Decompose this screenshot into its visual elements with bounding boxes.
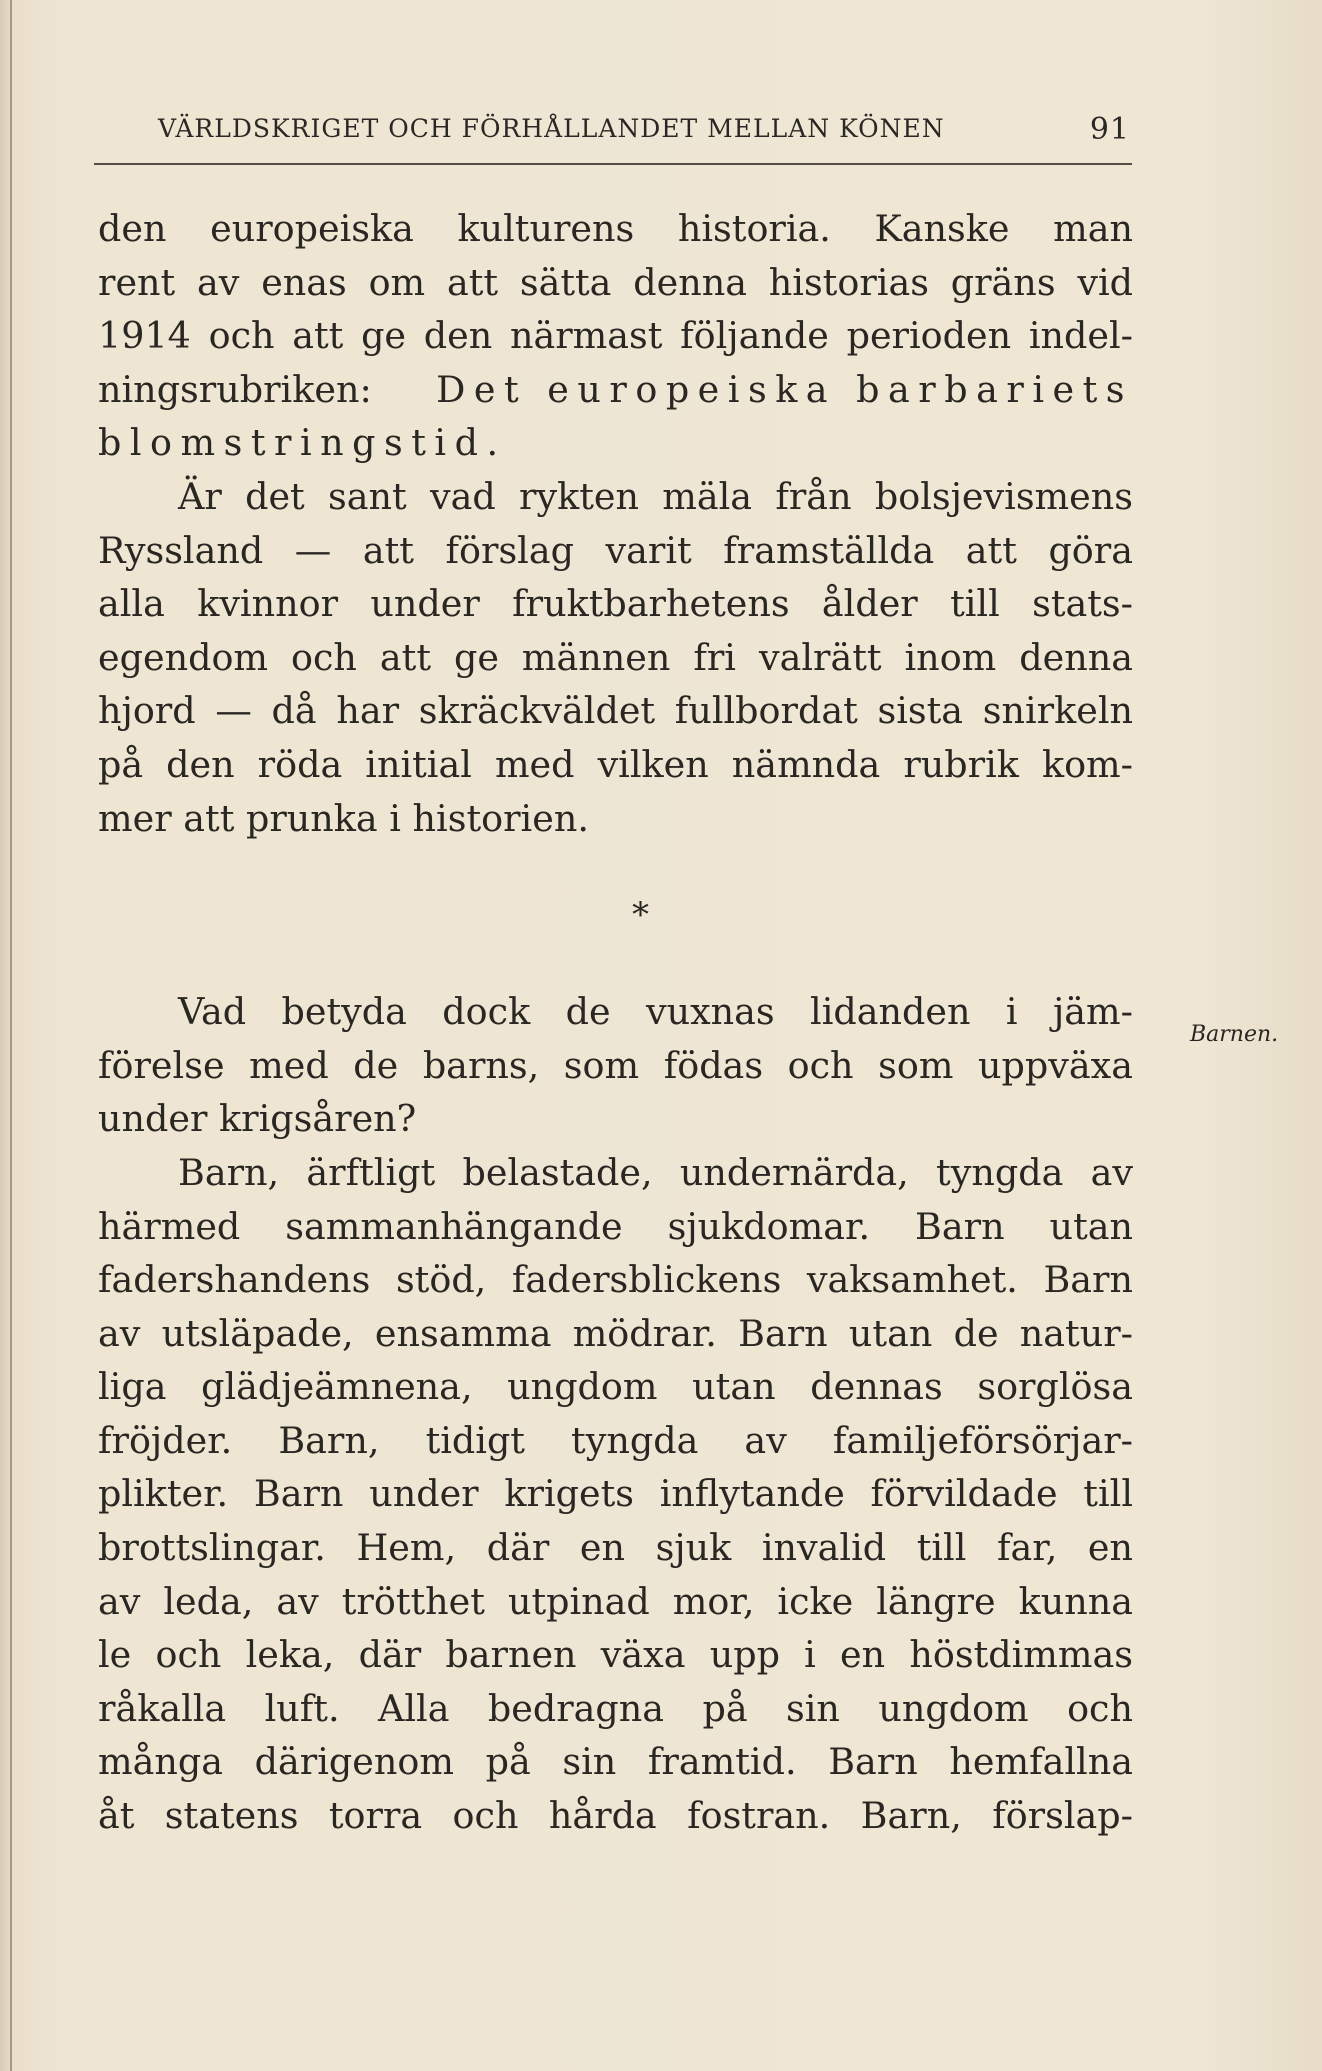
text-line: alla kvinnor under fruktbarhetens ålder till stats- [98, 582, 1133, 626]
text-line: fröjder. Barn, tidigt tyngda av familjeförsörjar- [98, 1418, 1133, 1462]
text-line: Vad betyda dock de vuxnas lidanden i jäm- [178, 990, 1133, 1034]
section-separator: * [632, 895, 649, 936]
text-line: av leda, av trötthet utpinad mor, icke längre kunna [98, 1579, 1133, 1623]
page-spine-edge [10, 0, 12, 2071]
paragraph [98, 202, 1133, 470]
text-line: åt statens torra och hårda fostran. Barn, förslap- [98, 1794, 1133, 1838]
margin-note: Barnen. [1190, 1022, 1279, 1047]
text-line: härmed sammanhängande sjukdomar. Barn utan [98, 1204, 1133, 1248]
text-line: Barn, ärftligt belastade, undernärda, tyngda av [178, 1150, 1133, 1194]
text-line: liga glädjeämnena, ungdom utan dennas sorglösa [98, 1365, 1133, 1409]
text-line: fadershandens stöd, fadersblickens vaksamhet. Barn [98, 1258, 1133, 1302]
text-line: på den röda initial med vilken nämnda rubrik kom- [98, 742, 1133, 786]
text-line: rent av enas om att sätta denna historias gräns vid [98, 260, 1133, 304]
text-line: förelse med de barns, som födas och som uppväxa [98, 1043, 1133, 1087]
paragraph [98, 985, 1133, 1146]
running-header [100, 114, 1130, 150]
running-header-title: VÄRLDSKRIGET OCH FÖRHÅLLANDET MELLAN KÖNEN [158, 114, 945, 143]
text-line: brottslingar. Hem, där en sjuk invalid till far, en [98, 1526, 1133, 1570]
text-line: hjord — då har skräckväldet fullbordat sista snirkeln [98, 689, 1133, 733]
text-line: mer att prunka i historien. [98, 796, 589, 840]
text-line: plikter. Barn under krigets inflytande förvildade till [98, 1472, 1133, 1516]
text-line [98, 363, 1133, 417]
spacer [98, 845, 1133, 875]
text-segment: ningsrubriken: [98, 367, 372, 411]
body-text [98, 202, 1133, 1843]
spaced-emphasis: blomstringstid. [98, 421, 507, 465]
text-line: Är det sant vad rykten mäla från bolsjevismens [178, 474, 1133, 518]
text-line: den europeiska kulturens historia. Kanske man [98, 207, 1133, 250]
text-line: 1914 och att ge den närmast följande perioden indel- [98, 314, 1133, 358]
text-line: egendom och att ge männen fri valrätt inom denna [98, 635, 1133, 679]
header-rule [94, 163, 1132, 165]
paragraph [98, 1146, 1133, 1843]
spaced-emphasis: Det europeiska barbariets [436, 367, 1133, 411]
text-line: under krigsåren? [98, 1097, 417, 1141]
page-number: 91 [1089, 112, 1130, 147]
text-line: många därigenom på sin framtid. Barn hemfallna [98, 1740, 1133, 1784]
spacer [98, 955, 1133, 985]
text-line: av utsläpade, ensamma mödrar. Barn utan de natur- [98, 1311, 1133, 1355]
text-line: råkalla luft. Alla bedragna på sin ungdom och [98, 1686, 1133, 1730]
text-line: le och leka, där barnen växa upp i en höstdimmas [98, 1633, 1133, 1677]
text-line: Ryssland — att förslag varit framställda att göra [98, 528, 1133, 572]
paragraph [98, 470, 1133, 845]
